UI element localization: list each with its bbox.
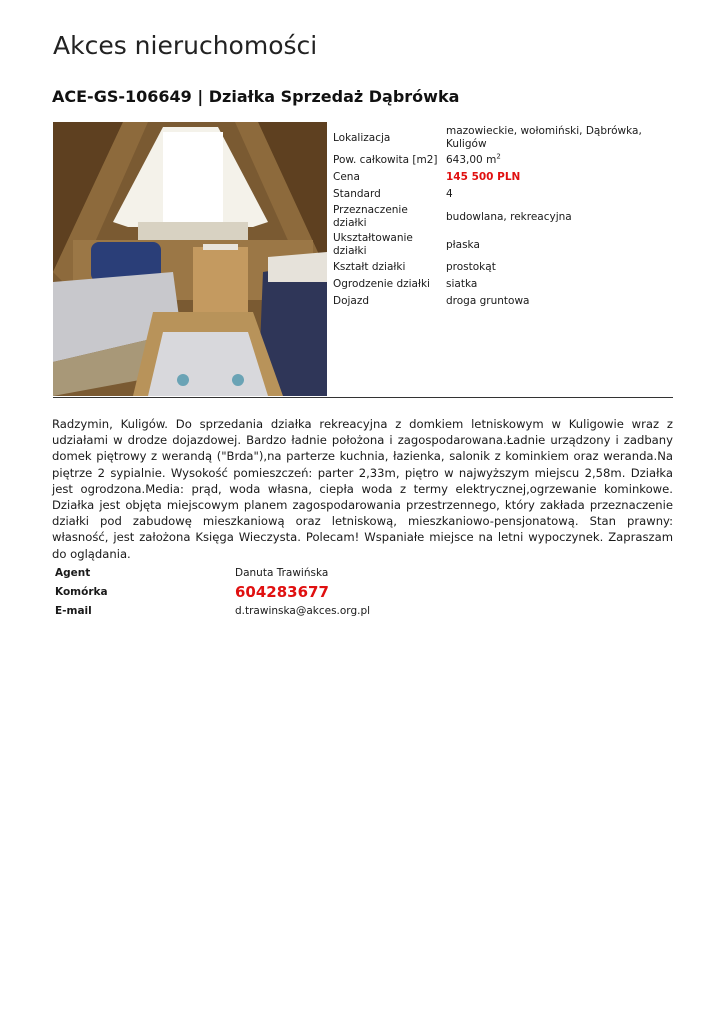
brand-title: Akces nieruchomości: [53, 31, 318, 60]
detail-value: [443, 152, 675, 169]
detail-value: płaska: [446, 238, 480, 251]
detail-value: prostokąt: [446, 261, 496, 273]
contact-row-phone: [53, 582, 372, 601]
contact-label: E-mail: [55, 604, 92, 617]
contact-row-email: [53, 601, 372, 620]
phone-number[interactable]: 604283677: [235, 582, 329, 601]
detail-label: Dojazd: [333, 295, 370, 307]
detail-row-ogrodzenie: [330, 276, 675, 293]
property-photo: [53, 122, 327, 396]
divider: [53, 397, 673, 398]
detail-value: siatka: [446, 278, 478, 290]
detail-value-line: Kuligów: [446, 138, 487, 150]
detail-value-line: mazowieckie, wołomiński, Dąbrówka,: [446, 125, 642, 137]
detail-label: Standard: [333, 188, 381, 200]
detail-label: Ukształtowanie działki: [333, 232, 413, 257]
contact-table: [53, 563, 372, 620]
detail-label: Lokalizacja: [333, 131, 391, 144]
detail-row-standard: [330, 186, 675, 203]
detail-value: 4: [446, 188, 453, 200]
detail-row-uksztaltowanie: [330, 231, 675, 259]
detail-row-ksztalt: [330, 259, 675, 276]
detail-label: Ogrodzenie działki: [333, 278, 430, 290]
description-text: Radzymin, Kuligów. Do sprzedania działka rekreacyjna z domkiem letniskowym w Kuligowie wraz z udziałami w drodze dojazdowej. Bardzo ładnie położona i zagospodarowana.Ładnie urządzony i zadbany domek piętrowy z werandą ("Brda"),na parterze kuchnia, łazienka, salonik z kominkiem oraz weranda.Na piętrze 2 sypialnie. Wysokość pomieszczeń: parter 2,33m, piętro w najwyższym miejscu 2,58m. Działka jest ogrodzona.Media: prąd, woda własna, ciepła woda z termy elektrycznej,ogrzewanie kominkowe. Działka jest objęta miejscowym planem zagospodarowania przestrzennego, który zakłada przeznaczenie działki pod zabudowę mieszkaniową oraz letniskową, mieszkaniowo-pensjonatową. Stan prawny: własność, jest założona Księga Wieczysta. Polecam! Wspaniałe miejsce na letni wypoczynek. Zapraszam do oglądania.: [52, 417, 673, 561]
price-value: 145 500 PLN: [446, 171, 521, 183]
detail-row-lokalizacja: [330, 124, 675, 152]
detail-value: droga gruntowa: [446, 295, 530, 307]
detail-label: Cena: [333, 171, 360, 183]
area-value: 643,00 m: [446, 154, 497, 166]
area-unit-superscript: 2: [496, 152, 501, 161]
detail-value: budowlana, rekreacyjna: [446, 210, 572, 223]
listing-title: ACE-GS-106649 | Działka Sprzedaż Dąbrówka: [52, 87, 460, 106]
details-table: [330, 124, 675, 310]
email-link[interactable]: d.trawinska@akces.org.pl: [235, 604, 371, 617]
contact-label: Komórka: [55, 585, 108, 598]
detail-label: Pow. całkowita [m2]: [333, 154, 438, 166]
detail-value: [443, 124, 675, 152]
contact-label: Agent: [55, 566, 91, 579]
detail-row-dojazd: [330, 293, 675, 310]
detail-label: Przeznaczenie działki: [333, 204, 408, 229]
contact-row-agent: [53, 563, 372, 582]
detail-row-cena: [330, 169, 675, 186]
agent-name: Danuta Trawińska: [235, 566, 329, 579]
detail-row-powierzchnia: [330, 152, 675, 169]
detail-row-przeznaczenie: [330, 203, 675, 231]
detail-label: Kształt działki: [333, 261, 406, 273]
